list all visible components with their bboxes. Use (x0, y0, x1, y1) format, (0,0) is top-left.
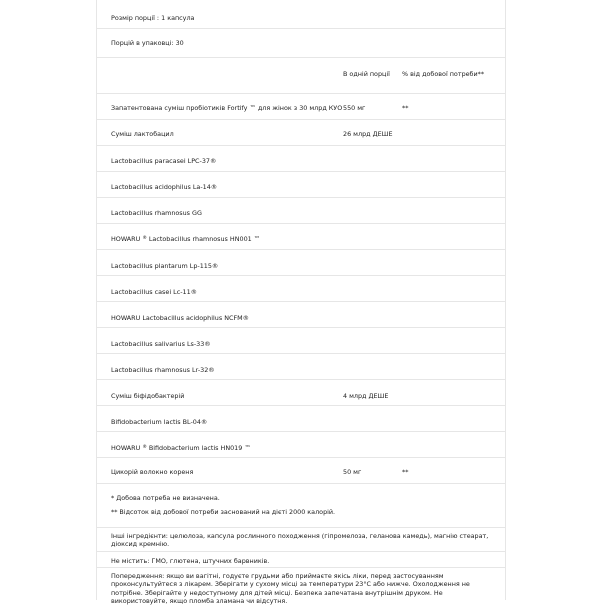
table-row (97, 276, 505, 302)
warning-block (97, 568, 505, 606)
strain-name: Bifidobacterium lactis HN019 ™ (146, 444, 251, 452)
supplement-facts-panel (96, 0, 506, 606)
ingredient-name: Lactobacillus casei Lc-11® (111, 288, 198, 296)
table-row (97, 172, 505, 198)
footnote-percent-daily-value: ** Відсоток від добової потреби заснований на дієті 2000 калорій. (111, 508, 336, 516)
free-of-block (97, 552, 505, 568)
ingredient-amount: 550 мг (343, 104, 366, 112)
registered-mark: ® (142, 236, 147, 241)
table-row (97, 458, 505, 484)
serving-size: Розмір порції : 1 капсула (111, 14, 195, 22)
table-row (97, 406, 505, 432)
daily-value-column-header: % від добової потреби** (402, 70, 485, 78)
ingredient-name: Запатентована суміш пробіотиків Fortify ™ для жінок з 30 млрд КУО (111, 104, 343, 112)
ingredient-name: Lactobacillus rhamnosus GG (111, 209, 202, 217)
ingredient-amount: 26 млрд ДЕШЕ (343, 130, 393, 138)
ingredient-name (111, 444, 251, 452)
table-row (97, 94, 505, 120)
amount-column-header: В одній порції (343, 70, 390, 78)
brand-name: HOWARU (111, 444, 141, 452)
table-row (97, 224, 505, 250)
ingredient-name: Lactobacillus paracasei LPC-37® (111, 157, 217, 165)
ingredient-amount: 4 млрд ДЕШЕ (343, 392, 389, 400)
warning-text: Попередження: якщо ви вагітні, годуєте грудьми або приймаєте якісь ліки, перед застосуванням проконсультуйтеся з лікарем. Зберігати у сухому місці за температури 23°C або нижче. Охолодження не потрібне. Зберігайте у недоступному для дітей місці. Безпека запечатана внутрішнім друком. Не використовуйте, якщо пломба зламана чи відсутня. (111, 572, 470, 606)
footnote-daily-value-not-established: * Добова потреба не визначена. (111, 494, 220, 502)
table-header-row (97, 58, 505, 94)
registered-mark: ® (142, 445, 147, 450)
table-row (97, 432, 505, 458)
table-row (97, 328, 505, 354)
ingredient-name (111, 235, 260, 243)
strain-name: Lactobacillus rhamnosus HN001 ™ (146, 235, 261, 243)
table-row (97, 354, 505, 380)
table-row (97, 120, 505, 146)
brand-name: HOWARU (111, 235, 141, 243)
ingredient-name: Суміш біфідобактерій (111, 392, 185, 400)
ingredient-name: Lactobacillus salivarius Ls-33® (111, 340, 211, 348)
table-row (97, 198, 505, 224)
free-of-statement: Не містить: ГМО, глютена, штучних барвників. (111, 557, 270, 565)
servings-per-package-row (97, 29, 505, 58)
ingredient-name: Lactobacillus acidophilus La-14® (111, 183, 218, 191)
serving-size-row (97, 0, 505, 29)
table-row (97, 250, 505, 276)
ingredient-dv: ** (402, 104, 409, 112)
servings-per-package: Порцій в упаковці: 30 (111, 39, 184, 47)
footnotes-block (97, 484, 505, 528)
table-row (97, 146, 505, 172)
other-ingredients: Інші інгредієнти: целюлоза, капсула рослинного походження (гіпромелоза, геланова камедь), магнію стеарат, діоксид кремнію. (111, 532, 489, 549)
ingredient-dv: ** (402, 468, 409, 476)
table-row (97, 380, 505, 406)
ingredient-name: Суміш лактобацил (111, 130, 174, 138)
ingredient-amount: 50 мг (343, 468, 362, 476)
other-ingredients-block (97, 528, 505, 552)
ingredient-name: Цикорій волокно кореня (111, 468, 194, 476)
ingredient-name: Lactobacillus rhamnosus Lr-32® (111, 366, 215, 374)
ingredient-name: Lactobacillus plantarum Lp-115® (111, 262, 219, 270)
ingredient-name: Bifidobacterium lactis BL-04® (111, 418, 208, 426)
ingredient-name: HOWARU Lactobacillus acidophilus NCFM® (111, 314, 250, 322)
table-row (97, 302, 505, 328)
